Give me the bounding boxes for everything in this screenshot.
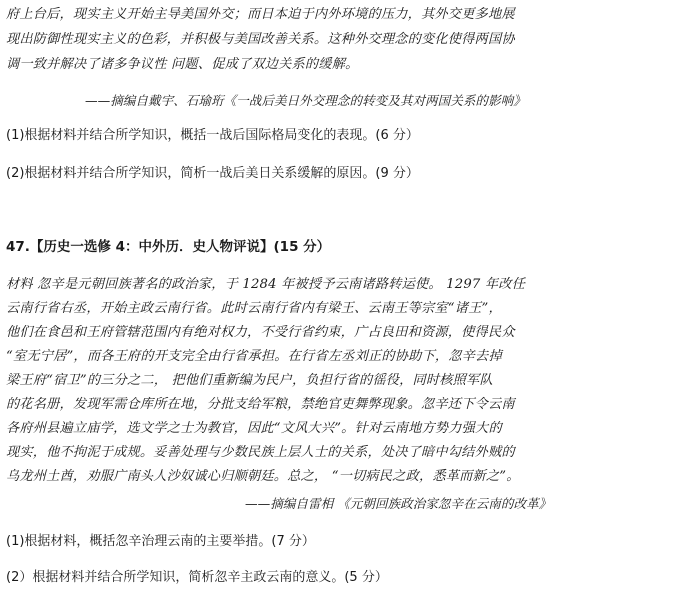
material-line: 他们在食邑和王府管辖范围内有绝对权力，不受行省约束，广占良田和资源，使得民众 [6, 325, 515, 340]
material-line: 乌龙州土酋，劝服广南头人沙奴诚心归顺朝廷。总之， “一切病民之政，悉革而新之”。 [6, 469, 520, 484]
material-line: 的花名册，发现军需仓库所在地，分批支给军粮，禁绝官吏舞弊现象。忽辛还下令云南 [6, 397, 515, 412]
material-line: 现实，他不拘泥于成规。妥善处理与少数民族上层人士的关系，处决了暗中勾结外贼的 [6, 445, 515, 460]
material-line: 云南行省右丞，开始主政云南行省。此时云南行省内有梁王、云南王等宗室“诸王”， [6, 301, 502, 316]
passage-line: 调一致并解决了诸多争议性 问题、促成了双边关系的缓解。 [6, 57, 359, 72]
question-47-heading: 47.【历史一选修 4：中外历．史人物评说】(15 分） [6, 239, 331, 255]
question-2: (2)根据材料并结合所学知识，简析一战后美日关系缓解的原因。(9 分） [6, 166, 419, 181]
material-line: 梁王府“宿卫”的三分之二， 把他们重新编为民户，负担行省的徭役，同时核照军队 [6, 373, 493, 388]
question-47-2: (2）根据材料并结合所学知识，简析忽辛主政云南的意义。(5 分） [6, 570, 388, 585]
passage-line: 现出防御性现实主义的色彩，并积极与美国改善关系。这种外交理念的变化使得两国协 [6, 32, 515, 47]
material-line: 各府州县遍立庙学，选文学之士为教官，因此“文风大兴”。针对云南地方势力强大的 [6, 421, 502, 436]
question-47-1: (1)根据材料，概括忽辛治理云南的主要举措。(7 分） [6, 534, 315, 549]
passage-source: ——摘编自戴宇、石瑜珩《一战后美日外交理念的转变及其对两国关系的影响》 [85, 93, 526, 108]
material-source: ——摘编自雷相 《元朝回族政治家忽辛在云南的改革》 [245, 496, 552, 511]
material-line: “室无宁居”，而各王府的开支完全由行省承担。在行省左丞刘正的协助下，忽辛去掉 [6, 349, 502, 364]
passage-line: 府上台后，现实主义开始主导美国外交；而日本迫于内外环境的压力，其外交更多地展 [6, 7, 515, 22]
material-line: 材料 忽辛是元朝回族著名的政治家，于 1284 年被授予云南诸路转运使。 1297 年改任 [6, 277, 526, 292]
question-1: (1)根据材料并结合所学知识，概括一战后国际格局变化的表现。(6 分） [6, 128, 419, 143]
